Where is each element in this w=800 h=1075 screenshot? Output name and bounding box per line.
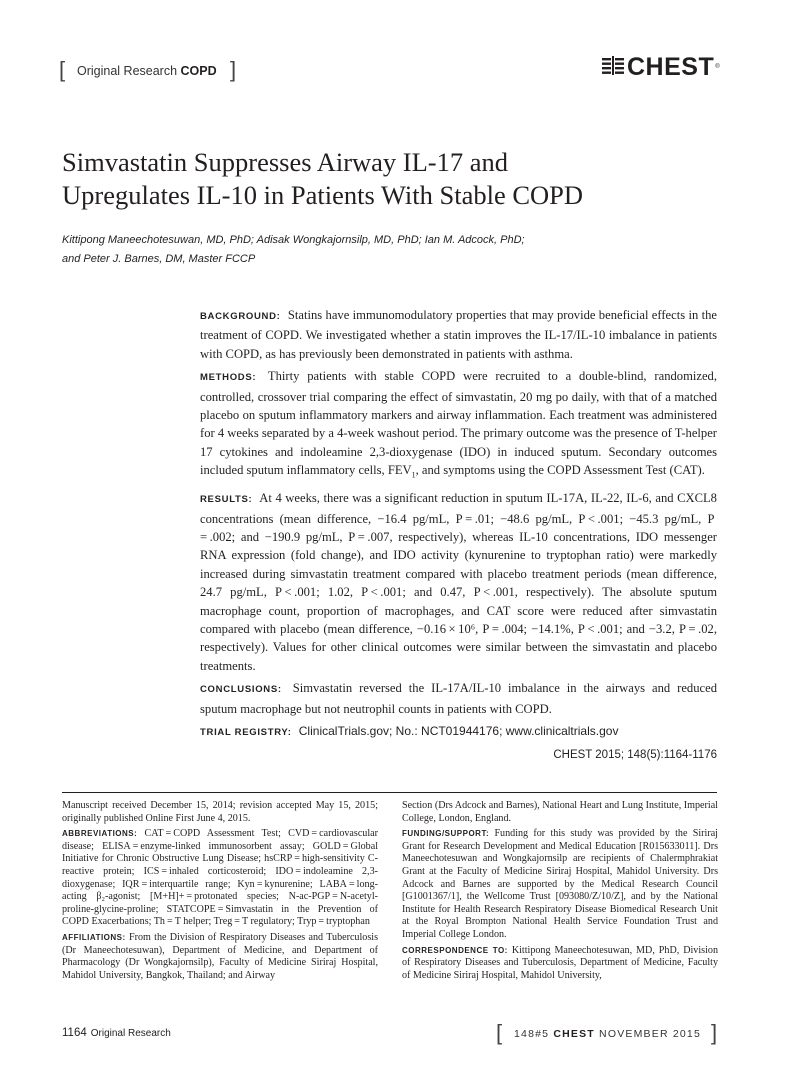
footer-journal: CHEST [553,1028,595,1040]
lungs-logo-icon [602,56,624,78]
authors-line-2: and Peter J. Barnes, DM, Master FCCP [62,252,256,265]
background-label: BACKGROUND: [200,311,281,322]
abbreviations-label: ABBREVIATIONS: [62,829,138,839]
footer-bracket-left: [ [496,1020,503,1045]
funding-support [402,828,718,941]
footer-bracket-right: ] [711,1020,718,1045]
fev-subscript: 1 [411,470,416,480]
author-list [62,231,682,268]
correspondence-label: CORRESPONDENCE TO: [402,945,508,955]
methods-text-end: , and symptoms using the COPD Assessment Test (CAT). [415,463,705,478]
abbreviations-text: CAT = COPD Assessment Test; CVD = cardiovascular disease; ELISA = enzyme-linked immunosorbent assay; GOLD = Global Initiative for Chronic Obstructive Lung Disease; hsCRP = high-sensitivity C-reactive protein; ICS = inhaled corticosteroid; IDO = indoleamine 2,3-dioxygenase; IQR = interquartile range; Kyn = kynurenine; LABA = long-acting β₂-agonist; [M+H]+ = protonated species; N-ac-PGP = N-acetyl-proline-glycine-proline; STATCOPE = Simvastatin in the Prevention of COPD Exacerbations; Th = T helper; Treg = T regulatory; Tryp = tryptophan [62,828,378,928]
authors-line-1: Kittipong Maneechotesuwan, MD, PhD; Adisak Wongkajornsilp, MD, PhD; Ian M. Adcock, PhD; [62,234,525,246]
footer-section: Original Research [90,1028,171,1039]
affiliations-text: From the Division of Respiratory Diseases and Tuberculosis (Dr Maneechotesuwan), Department of Medicine, and Department of Pharmacology (Dr Wongkajornsilp), Faculty of Medicine Siriraj Hospital, Mahidol University, Bangkok, Thailand; and Airway [62,931,378,981]
section-prefix: Original Research [77,64,178,78]
affiliations [62,932,378,982]
correspondence-text: Kittipong Maneechotesuwan, MD, PhD, Division of Respiratory Diseases and Tuberculosis, Department of Medicine, Faculty of Medicine Siriraj Hospital, Mahidol University, [402,944,718,981]
trial-registry-label: TRIAL REGISTRY: [200,727,292,739]
article-title [62,146,682,212]
page-number: 1164 [62,1027,87,1039]
section-label [77,63,217,79]
header-bracket-right: ] [230,57,237,82]
chest-logo [602,54,720,80]
footnotes-left-column [62,800,378,985]
footer-date: NOVEMBER 2015 [599,1028,702,1040]
results-label: RESULTS: [200,494,253,506]
abstract-methods [200,367,717,485]
citation: CHEST 2015; 148(5):1164-1176 [553,749,717,762]
title-line-2: Upregulates IL-10 in Patients With Stable COPD [62,180,584,210]
trial-registry-link[interactable]: ClinicalTrials.gov; No.: NCT01944176; www.clinicaltrials.gov [298,724,619,739]
background-text: Statins have immunomodulatory properties that may provide beneficial effects in the treatment of COPD. We investigated whether a statin improves the IL-17/IL-10 imbalance in patients with COPD, as has previously been demonstrated in patients with asthma. [200,308,718,361]
footer-issue: 148#5 [514,1028,550,1040]
correspondence [402,945,718,983]
methods-label: METHODS: [200,372,257,384]
footnote-divider [62,792,717,793]
manuscript-received: Manuscript received December 15, 2014; revision accepted May 15, 2015; originally published Online First June 4, 2015. [62,800,378,824]
conclusions-label: CONCLUSIONS: [200,684,282,696]
methods-text: Thirty patients with stable COPD were recruited to a double-blind, randomized, controlled, crossover trial comparing the effect of simvastatin, 20 mg po daily, with that of a matched placebo on sputum inflammatory markers and airway inflammation. Each treatment was administered for 4 weeks separated by a 4-week washout period. The primary outcome was the presence of T-helper 17 cytokines and indoleamine 2,3-dioxygenase (IDO) in induced sputum. Secondary outcomes included sputum inflammatory cells, FEV [200,369,718,478]
page-footer-left [62,1027,171,1039]
conclusions-text: Simvastatin reversed the IL-17A/IL-10 imbalance in the airways and reduced sputum macrophage but not neutrophil counts in patients with COPD. [200,681,717,716]
abstract [200,306,717,765]
header-bracket-left: [ [59,57,66,82]
section-topic: COPD [180,64,217,78]
funding-label: FUNDING/SUPPORT: [402,829,490,839]
logo-trademark: ® [715,64,720,70]
logo-text: CHEST [627,53,715,81]
abbreviations [62,828,378,929]
abstract-trial-registry [200,722,717,742]
results-text: At 4 weeks, there was a significant reduction in sputum IL-17A, IL-22, IL-6, and CXCL8 concentrations (mean difference, −16.4 pg/mL, P = .01; −48.6 pg/mL, P < .001; −45.3 pg/mL, P = .002; and −190.9 pg/mL, P = .007, respectively), whereas IL-10 concentrations, IDO messenger RNA expression (fold change), and IDO activity (kynurenine to tryptophan ratio) were markedly increased during simvastatin treatment compared with placebo treatment periods (mean difference, 24.7 pg/mL, P < .001; 1.02, P < .001; and 0.47, P < .001, respectively). The absolute sputum macrophage count, proportion of macrophages, and CAT score were reduced after simvastatin compared with placebo (mean difference, −0.16 × 10⁶, P = .004; −14.1%, P < .001; and −3.2, P = .02, respectively). Values for other clinical outcomes were similar between the simvastatin and placebo treatments. [200,491,717,673]
abstract-conclusions [200,679,717,718]
page-footer-right [514,1028,701,1040]
footnotes-right-column [402,800,718,985]
abstract-background [200,306,717,363]
affiliations-continued: Section (Drs Adcock and Barnes), National Heart and Lung Institute, Imperial College, London, England. [402,800,718,824]
affiliations-label: AFFILIATIONS: [62,932,126,942]
title-line-1: Simvastatin Suppresses Airway IL-17 and [62,147,509,177]
funding-text: Funding for this study was provided by the Siriraj Grant for Research Development and Medical Education [R015633011]. Drs Maneechotesuwan and Wongkajornsilp are recipients of Chalermphrakiat Grant at the Faculty of Medicine Siriraj Hospital, Mahidol University. Drs Adcock and Barnes are supported by the Medical Research Council [G1001367/1], the Wellcome Trust [093080/Z/10/Z], and by the National Institute for Health Research Respiratory Disease Biomedical Research Unit at the Royal Brompton National Health Service Foundation Trust and Imperial College London. [402,828,718,940]
abstract-results [200,489,717,675]
